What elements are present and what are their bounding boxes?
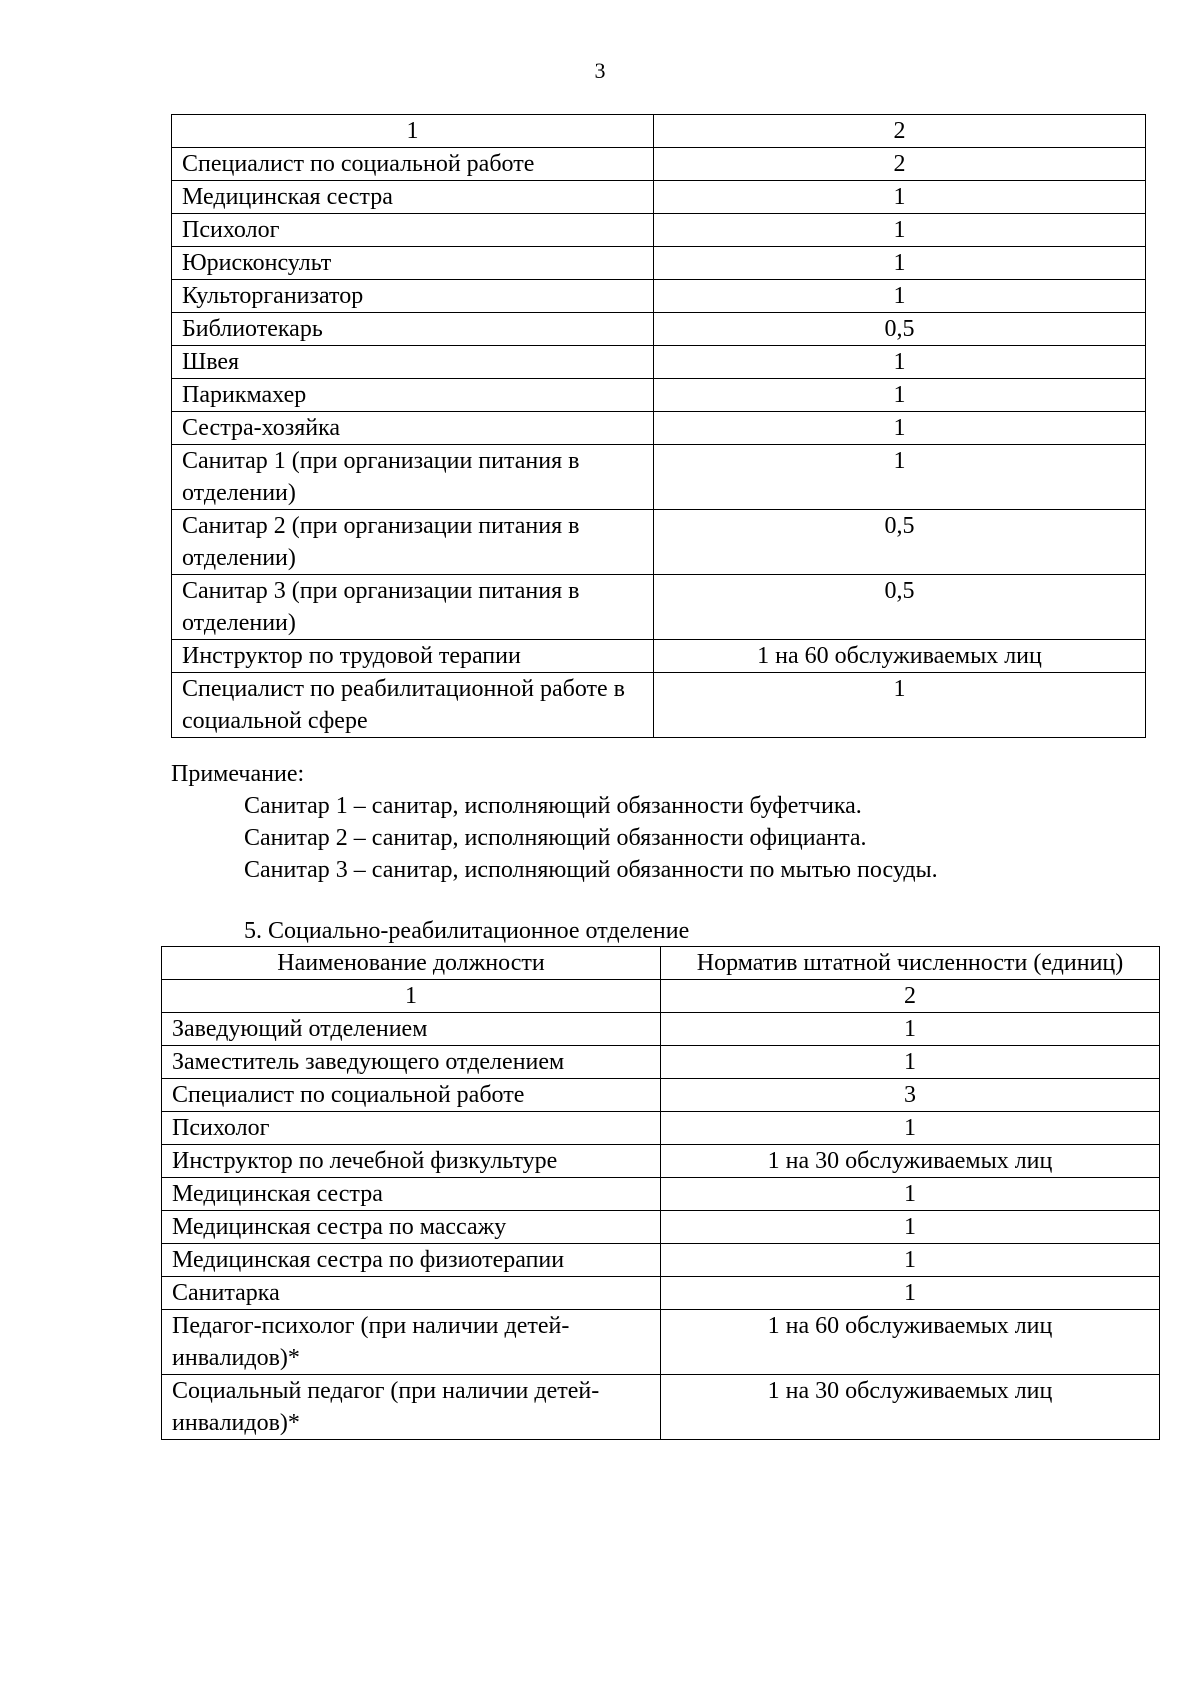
staff-norm: 1 (654, 181, 1146, 214)
staff-norm: 1 на 30 обслуживаемых лиц (661, 1375, 1160, 1440)
table-row (172, 280, 1146, 313)
position-name: Санитар 2 (при организации питания в отделении) (172, 510, 654, 575)
column-header-position: Наименование должности (162, 947, 661, 980)
position-name: Заведующий отделением (162, 1013, 661, 1046)
table-row (172, 445, 1146, 510)
table-row (162, 1310, 1160, 1375)
table-header (162, 947, 1160, 980)
position-name: Специалист по реабилитационной работе в социальной сфере (172, 673, 654, 738)
position-name: Социальный педагог (при наличии детей-инвалидов)* (162, 1375, 661, 1440)
table-row (162, 1013, 1160, 1046)
table-row (172, 412, 1146, 445)
section-title: 5. Социально-реабилитационное отделение (244, 918, 690, 944)
staff-norm: 2 (654, 148, 1146, 181)
staff-norm: 1 (661, 1277, 1160, 1310)
staff-norm: 1 (654, 412, 1146, 445)
column-number-1: 1 (162, 980, 661, 1013)
position-name: Заместитель заведующего отделением (162, 1046, 661, 1079)
note-block (171, 758, 1131, 886)
staff-norm: 3 (661, 1079, 1160, 1112)
staff-norm: 1 на 60 обслуживаемых лиц (654, 640, 1146, 673)
table-header-numbering (162, 980, 1160, 1013)
table-row (172, 313, 1146, 346)
staff-norm: 1 (661, 1046, 1160, 1079)
table-row (162, 1277, 1160, 1310)
position-name: Медицинская сестра (172, 181, 654, 214)
staff-norm: 1 (661, 1178, 1160, 1211)
table-row (172, 510, 1146, 575)
page-number: 3 (594, 58, 606, 83)
position-name: Санитар 1 (при организации питания в отделении) (172, 445, 654, 510)
note-line: Санитар 1 – санитар, исполняющий обязанности буфетчика. (244, 793, 862, 819)
table-row (162, 1211, 1160, 1244)
note-title: Примечание: (171, 761, 305, 787)
note-line: Санитар 2 – санитар, исполняющий обязанности официанта. (244, 825, 867, 851)
table-row (162, 1079, 1160, 1112)
staff-table-social-rehab (161, 946, 1160, 1440)
position-name: Специалист по социальной работе (172, 148, 654, 181)
column-number-2: 2 (661, 980, 1160, 1013)
staff-norm: 0,5 (654, 510, 1146, 575)
position-name: Медицинская сестра по физиотерапии (162, 1244, 661, 1277)
position-name: Психолог (172, 214, 654, 247)
position-name: Санитар 3 (при организации питания в отделении) (172, 575, 654, 640)
staff-norm: 1 на 60 обслуживаемых лиц (661, 1310, 1160, 1375)
staff-norm: 0,5 (654, 313, 1146, 346)
position-name: Библиотекарь (172, 313, 654, 346)
table-row (162, 1178, 1160, 1211)
table-row (162, 1112, 1160, 1145)
position-name: Швея (172, 346, 654, 379)
position-name: Медицинская сестра по массажу (162, 1211, 661, 1244)
table-row (162, 1046, 1160, 1079)
position-name: Педагог-психолог (при наличии детей-инвалидов)* (162, 1310, 661, 1375)
position-name: Сестра-хозяйка (172, 412, 654, 445)
table-row (172, 575, 1146, 640)
column-number-2: 2 (654, 115, 1146, 148)
table-row (172, 181, 1146, 214)
position-name: Юрисконсульт (172, 247, 654, 280)
table-row (172, 148, 1146, 181)
position-name: Специалист по социальной работе (162, 1079, 661, 1112)
position-name: Психолог (162, 1112, 661, 1145)
staff-norm: 1 (654, 280, 1146, 313)
table-row (172, 379, 1146, 412)
table-row (172, 640, 1146, 673)
staff-norm: 1 (654, 379, 1146, 412)
staff-norm: 1 (654, 346, 1146, 379)
column-header-norm: Норматив штатной численности (единиц) (661, 947, 1160, 980)
position-name: Медицинская сестра (162, 1178, 661, 1211)
staff-table-continued (171, 114, 1146, 738)
staff-norm: 1 (654, 673, 1146, 738)
staff-norm: 1 (661, 1244, 1160, 1277)
staff-norm: 1 на 30 обслуживаемых лиц (661, 1145, 1160, 1178)
table-row (162, 1375, 1160, 1440)
position-name: Культорганизатор (172, 280, 654, 313)
staff-norm: 1 (654, 247, 1146, 280)
staff-norm: 1 (661, 1211, 1160, 1244)
staff-norm: 1 (661, 1013, 1160, 1046)
table-row (172, 346, 1146, 379)
table-row (172, 247, 1146, 280)
staff-norm: 1 (654, 214, 1146, 247)
position-name: Инструктор по лечебной физкультуре (162, 1145, 661, 1178)
position-name: Парикмахер (172, 379, 654, 412)
note-line: Санитар 3 – санитар, исполняющий обязанности по мытью посуды. (244, 857, 938, 883)
position-name: Санитарка (162, 1277, 661, 1310)
staff-norm: 1 (661, 1112, 1160, 1145)
table-row (162, 1244, 1160, 1277)
staff-norm: 1 (654, 445, 1146, 510)
table-row (172, 673, 1146, 738)
position-name: Инструктор по трудовой терапии (172, 640, 654, 673)
column-number-1: 1 (172, 115, 654, 148)
table-header-numbering (172, 115, 1146, 148)
table-row (172, 214, 1146, 247)
staff-norm: 0,5 (654, 575, 1146, 640)
table-row (162, 1145, 1160, 1178)
